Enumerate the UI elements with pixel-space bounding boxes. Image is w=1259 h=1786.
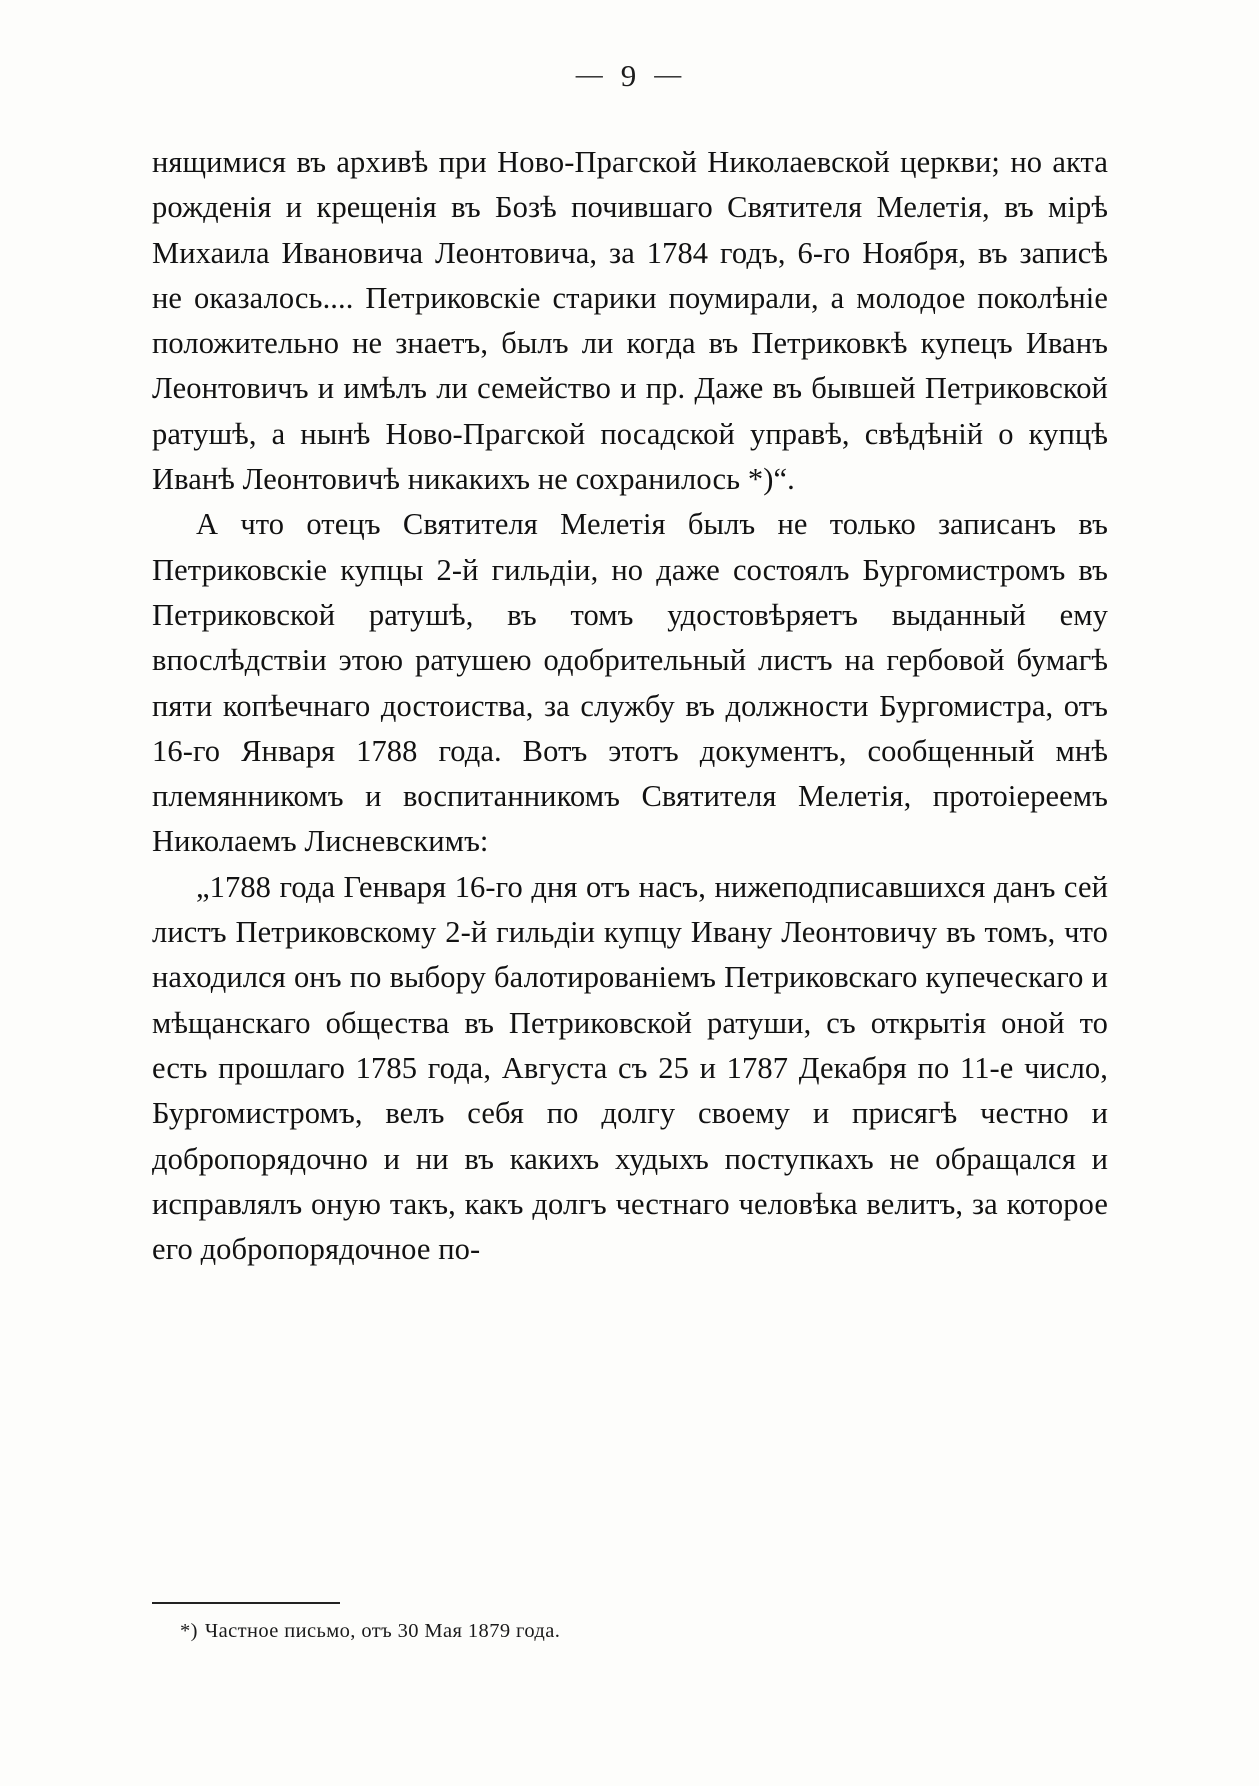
- paragraph-1: нящимися въ архивѣ при Ново-Прагской Николаевской церкви; но акта рожденія и крещенія въ Бозѣ почившаго Святителя Мелетія, въ мірѣ Михаила Ивановича Леонтовича, за 1784 годъ, 6-го Ноября, въ записѣ не оказалось.... Петриковскіе старики поумирали, а молодое поколѣніе положительно не знаетъ, былъ ли когда въ Петриковкѣ купецъ Иванъ Леонтовичъ и имѣлъ ли семейство и пр. Даже въ бывшей Петриковской ратушѣ, а нынѣ Ново-Прагской посадской управѣ, свѣдѣній о купцѣ Иванѣ Леонтовичѣ никакихъ не сохранилось *)“.: [152, 145, 1108, 497]
- footnote: [180, 1617, 1080, 1645]
- paragraph-3: „1788 года Генваря 16-го дня отъ насъ, нижеподписавшихся данъ сей листъ Петриковскому 2-й гильдіи купцу Ивану Леонтовичу въ томъ, что находился онъ по выбору балотированіемъ Петриковскаго купеческаго и мѣщанскаго общества въ Петриковской ратуши, съ открытія оной то есть прошлаго 1785 года, Августа съ 25 и 1787 Декабря по 11-е число, Бургомистромъ, велъ себя по долгу своему и присягѣ честно и добропорядочно и ни въ какихъ худыхъ поступкахъ не обращался и исправлялъ оную такъ, какъ долгъ честнаго человѣка велитъ, за которое его добропорядочное по-: [152, 869, 1108, 1267]
- page-number: [0, 58, 1259, 94]
- footnote-marker: *): [180, 1620, 198, 1642]
- footnote-text: Частное письмо, отъ 30 Мая 1879 года.: [204, 1620, 561, 1642]
- body-text: [152, 140, 1108, 1272]
- paragraph-2: А что отецъ Святителя Мелетія былъ не только записанъ въ Петриковскіе купцы 2-й гильдіи, но даже состоялъ Бургомистромъ въ Петриковской ратушѣ, въ томъ удостовѣряетъ выданный ему впослѣдствіи этою ратушею одобрительный листъ на гербовой бумагѣ пяти копѣечнаго достоиства, за службу въ должности Бургомистра, отъ 16-го Января 1788 года. Вотъ этотъ документъ, сообщенный мнѣ племянникомъ и воспитанникомъ Святителя Мелетія, протоіереемъ Николаемъ Лисневскимъ:: [152, 507, 1108, 859]
- dash-right-glyph: —: [654, 59, 684, 89]
- dash-left-glyph: —: [575, 59, 605, 89]
- footnote-divider: [152, 1602, 340, 1604]
- page-number-value: 9: [620, 58, 639, 93]
